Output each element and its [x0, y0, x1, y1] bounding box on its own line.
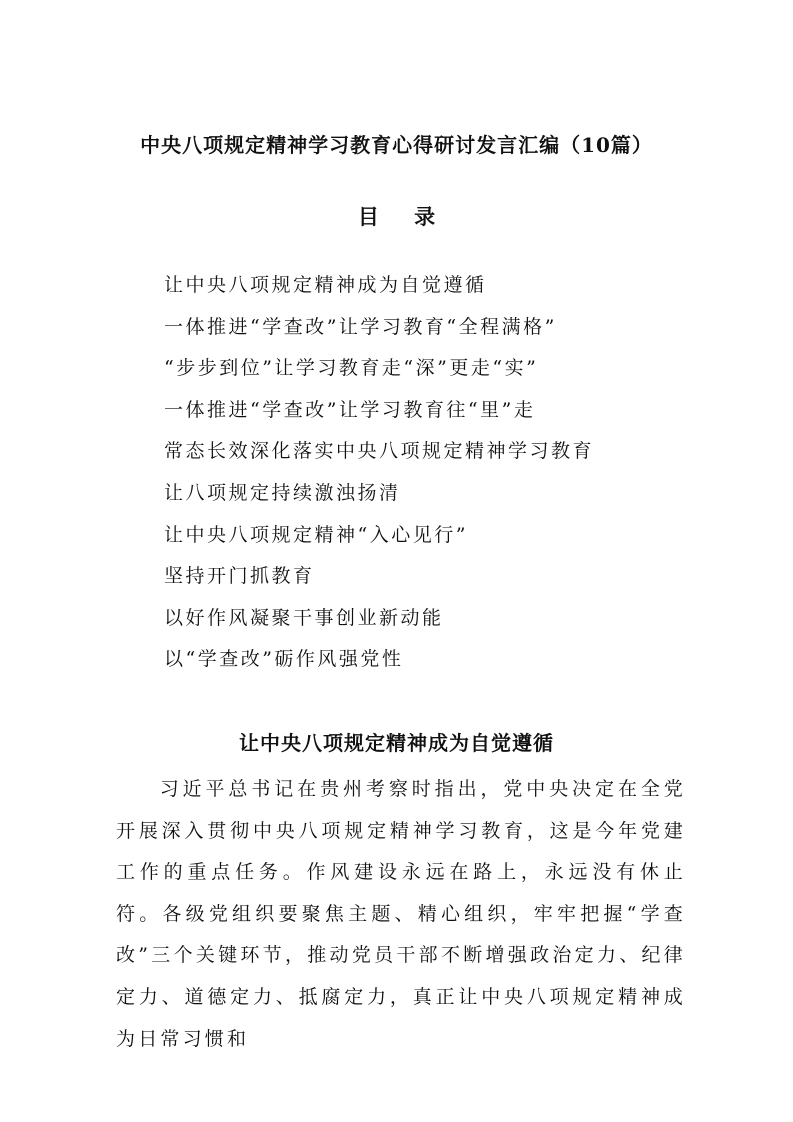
toc-item: 让中央八项规定精神成为自觉遵循	[164, 274, 487, 296]
toc-item: 以好作风凝聚干事创业新动能	[164, 606, 444, 629]
toc-item: 坚持开门抓教育	[164, 565, 315, 588]
toc-heading: 目 录	[357, 204, 450, 229]
toc-item: 让中央八项规定精神“入心见行”	[164, 523, 468, 546]
toc-item: 以“学查改”砺作风强党性	[164, 648, 404, 671]
toc-item: “步步到位”让学习教育走“深”更走“实”	[164, 357, 539, 380]
toc-item: 让八项规定持续激浊扬清	[164, 481, 401, 504]
table-of-contents	[164, 270, 724, 686]
toc-item: 一体推进“学查改”让学习教育往“里”走	[164, 398, 536, 421]
toc-item: 常态长效深化落实中央八项规定精神学习教育	[164, 440, 595, 463]
body-paragraph: 习近平总书记在贵州考察时指出，党中央决定在全党开展深入贯彻中央八项规定精神学习教育，这是今年党建工作的重点任务。作风建设永远在路上，永远没有休止符。各级党组织要聚焦主题、精心组织，牢牢把握“学查改”三个关键环节，推动党员干部不断增强政治定力、纪律定力、道德定力、抵腐定力，真正让中央八项规定精神成为日常习惯和	[116, 778, 686, 1050]
toc-item: 一体推进“学查改”让学习教育“全程满格”	[164, 315, 557, 338]
document-title: 中央八项规定精神学习教育心得研讨发言汇编（10篇）	[140, 133, 653, 157]
section-title: 让中央八项规定精神成为自觉遵循	[239, 731, 554, 755]
